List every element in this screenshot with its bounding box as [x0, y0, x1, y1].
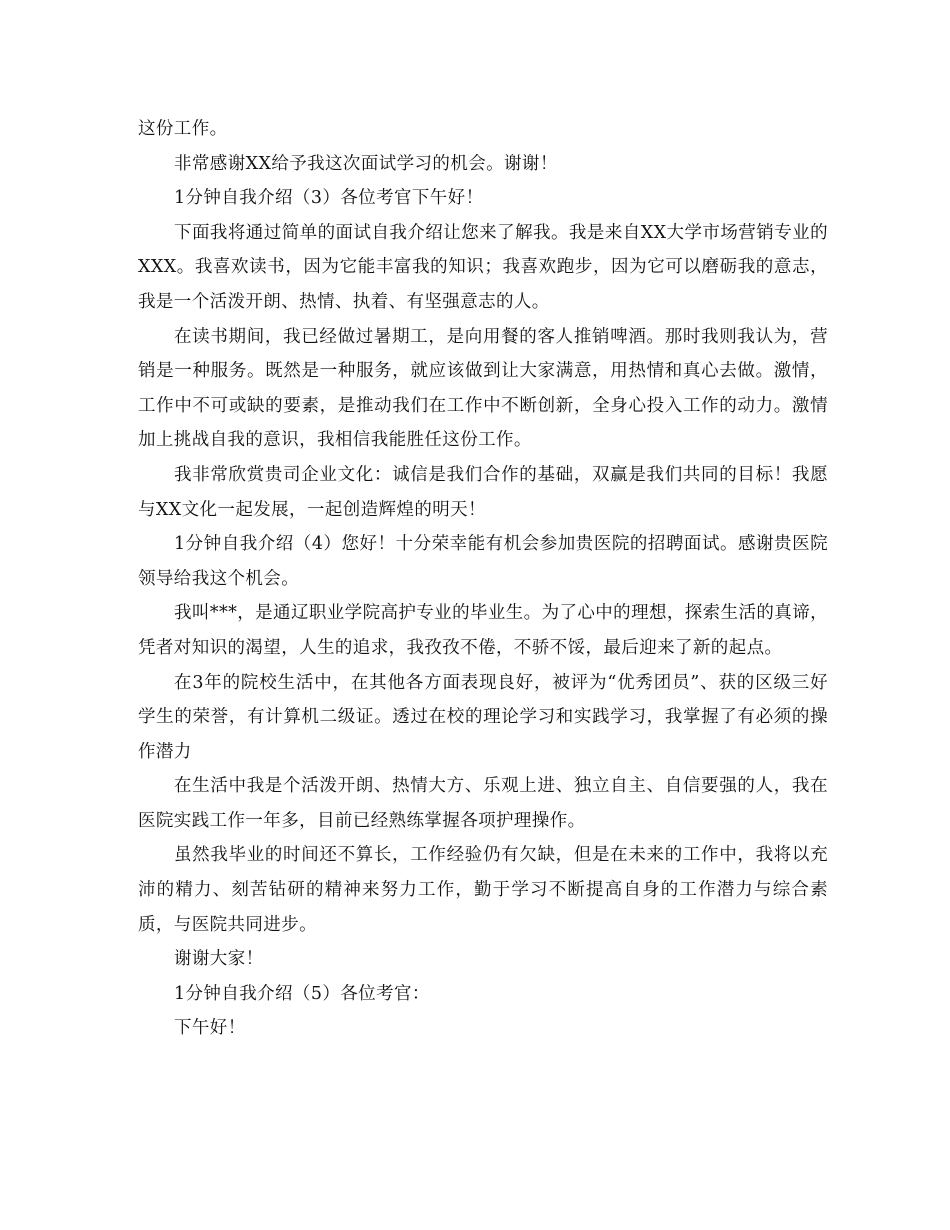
paragraph: 1分钟自我介绍（5）各位考官：	[174, 983, 430, 1004]
document-body	[138, 112, 828, 1046]
paragraph: 我非常欣赏贵司企业文化：诚信是我们合作的基础，双赢是我们共同的目标！我愿与XX文化一起发展，一起创造辉煌的明天！	[138, 464, 828, 520]
paragraph: 我叫***，是通辽职业学院高护专业的毕业生。为了心中的理想，探索生活的真谛，凭者对知识的渴望，人生的追求，我孜孜不倦，不骄不馁，最后迎来了新的起点。	[138, 603, 828, 658]
paragraph: 在读书期间，我已经做过暑期工，是向用餐的客人推销啤酒。那时我则我认为，营销是一种服务。既然是一种服务，就应该做到让大家满意，用热情和真心去做。激情，工作中不可或缺的要素，是推动我们在工作中不断创新，全身心投入工作的动力。激情加上挑战自我的意识，我相信我能胜任这份工作。	[138, 326, 828, 451]
paragraph: 在生活中我是个活泼开朗、热情大方、乐观上进、独立自主、自信要强的人，我在医院实践工作一年多，目前已经熟练掌握各项护理操作。	[138, 776, 828, 831]
paragraph: 1分钟自我介绍（3）各位考官下午好！	[174, 188, 484, 209]
paragraph: 这份工作。	[138, 119, 228, 139]
paragraph: 虽然我毕业的时间还不算长，工作经验仍有欠缺，但是在未来的工作中，我将以充沛的精力、刻苦钻研的精神来努力工作，勤于学习不断提高自身的工作潜力与综合素质，与医院共同进步。	[138, 845, 828, 935]
paragraph: 下面我将通过简单的面试自我介绍让您来了解我。我是来自XX大学市场营销专业的XXX。我喜欢读书，因为它能丰富我的知识；我喜欢跑步，因为它可以磨砺我的意志，我是一个活泼开朗、热情、执着、有坚强意志的人。	[138, 222, 828, 312]
paragraph: 谢谢大家！	[174, 949, 264, 970]
paragraph: 1分钟自我介绍（4）您好！十分荣幸能有机会参加贵医院的招聘面试。感谢贵医院领导给我这个机会。	[138, 534, 828, 589]
paragraph: 在3年的院校生活中，在其他各方面表现良好，被评为“优秀团员”、获的区级三好学生的荣誉，有计算机二级证。透过在校的理论学习和实践学习，我掌握了有必须的操作潜力	[138, 672, 828, 762]
paragraph: 非常感谢XX给予我这次面试学习的机会。谢谢！	[174, 153, 558, 174]
paragraph: 下午好！	[174, 1018, 246, 1039]
